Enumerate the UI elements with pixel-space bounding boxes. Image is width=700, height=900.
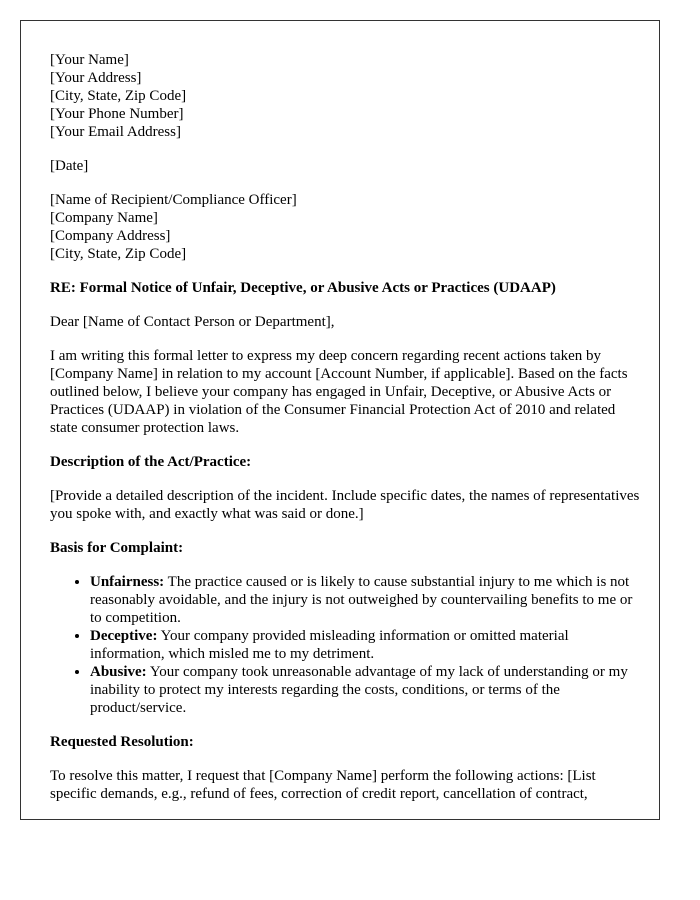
subject-line: RE: Formal Notice of Unfair, Deceptive, or Abusive Acts or Practices (UDAAP) <box>50 280 556 296</box>
basis-term: Deceptive: <box>90 628 158 644</box>
recipient-city-state-zip: [City, State, Zip Code] <box>50 246 187 262</box>
recipient-name: [Name of Recipient/Compliance Officer] <box>50 192 297 208</box>
recipient-block <box>50 191 640 263</box>
description-paragraph: [Provide a detailed description of the incident. Include specific dates, the names of representatives you spoke with, and exactly what was said or done.] <box>50 488 640 522</box>
recipient-company: [Company Name] <box>50 210 158 226</box>
basis-item-unfairness <box>90 573 640 627</box>
sender-phone: [Your Phone Number] <box>50 106 184 122</box>
sender-block <box>50 51 640 141</box>
basis-text: Your company provided misleading information or omitted material information, which misled me to my detriment. <box>90 628 569 662</box>
basis-heading: Basis for Complaint: <box>50 540 184 556</box>
sender-name: [Your Name] <box>50 52 129 68</box>
description-heading: Description of the Act/Practice: <box>50 454 252 470</box>
intro-paragraph: I am writing this formal letter to express my deep concern regarding recent actions taken by [Company Name] in relation to my account [Account Number, if applicable]. Based on the facts outlined below, I believe your company has engaged in Unfair, Deceptive, or Abusive Acts or Practices (UDAAP) in violation of the Consumer Financial Protection Act of 2010 and related state consumer protection laws. <box>50 348 628 436</box>
resolution-paragraph: To resolve this matter, I request that [Company Name] perform the following actions: [List specific demands, e.g., refund of fees, correction of credit report, cancellation of contract, <box>50 768 596 802</box>
letter-date: [Date] <box>50 158 89 174</box>
basis-item-deceptive <box>90 627 640 663</box>
basis-item-abusive <box>90 663 640 717</box>
sender-city-state-zip: [City, State, Zip Code] <box>50 88 187 104</box>
sender-address: [Your Address] <box>50 70 142 86</box>
basis-text: The practice caused or is likely to cause substantial injury to me which is not reasonably avoidable, and the injury is not outweighed by countervailing benefits to me or to competition. <box>90 574 633 626</box>
sender-email: [Your Email Address] <box>50 124 181 140</box>
basis-list <box>50 573 640 717</box>
resolution-heading: Requested Resolution: <box>50 734 194 750</box>
date-block <box>50 157 640 175</box>
letter-content <box>50 51 640 819</box>
basis-text: Your company took unreasonable advantage of my lack of understanding or my inability to protect my interests regarding the costs, conditions, or terms of the product/service. <box>90 664 628 716</box>
letter-page <box>20 20 660 820</box>
basis-term: Abusive: <box>90 664 147 680</box>
recipient-address: [Company Address] <box>50 228 171 244</box>
salutation: Dear [Name of Contact Person or Department], <box>50 314 335 330</box>
basis-term: Unfairness: <box>90 574 165 590</box>
